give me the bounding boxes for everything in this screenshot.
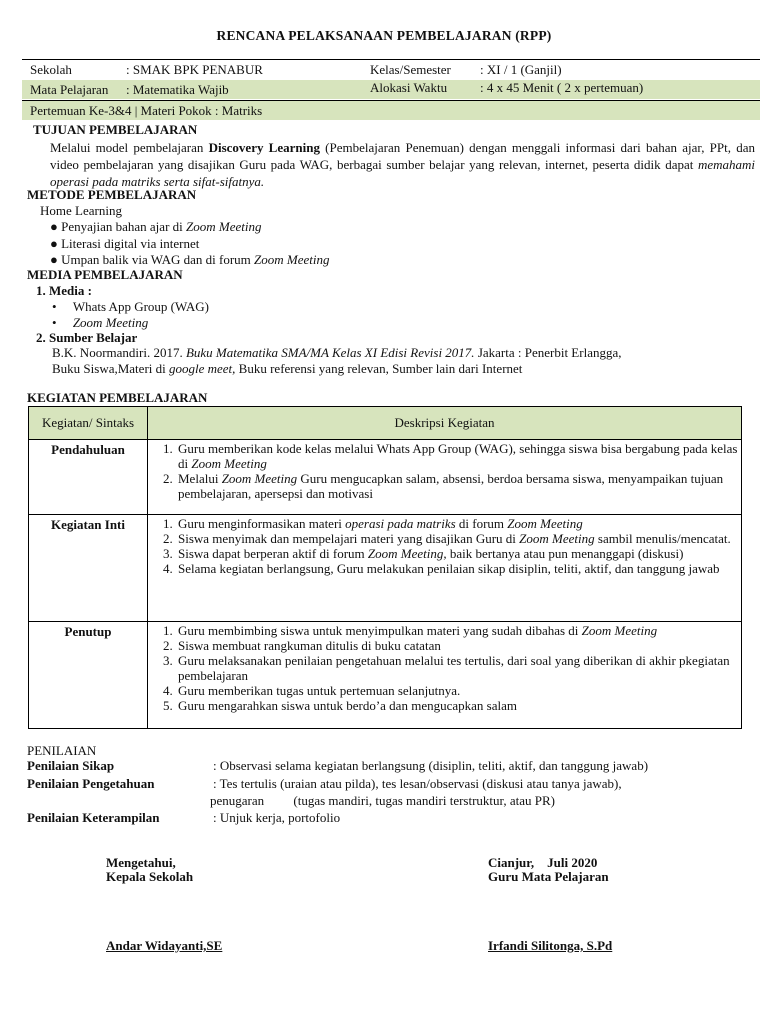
tujuan-heading: TUJUAN PEMBELAJARAN xyxy=(33,122,198,137)
header-row-school xyxy=(22,60,760,79)
pd1-text: Guru memberikan kode kelas melalui Whats App Group (WAG), sehingga siswa bisa bergabung pada kelas di xyxy=(178,441,738,471)
kegiatan-heading: KEGIATAN PEMBELAJARAN xyxy=(27,390,208,405)
media-item-wag-text: Whats App Group (WAG) xyxy=(72,299,209,314)
metode-heading: METODE PEMBELAJARAN xyxy=(27,187,197,202)
media-item-zoom-text: Zoom Meeting xyxy=(72,315,149,330)
list-item xyxy=(176,531,741,546)
penilaian-keterampilan-value: : Unjuk kerja, portofolio xyxy=(213,810,341,825)
sumber-2-italic: google meet, xyxy=(169,361,236,376)
metode-item-3-italic: Zoom Meeting xyxy=(254,252,330,267)
tujuan-italic: memahami operasi pada matriks serta sifat-sifatnya. xyxy=(50,157,755,189)
sumber-2-text-b: Buku referensi yang relevan, Sumber lain dari Internet xyxy=(235,361,523,376)
row-penutup-desc xyxy=(148,622,742,729)
table-row xyxy=(29,622,742,729)
ki2-italic: Zoom Meeting xyxy=(519,531,595,546)
ki2-text-a: Siswa menyimak dan mempelajari materi yang disajikan Guru di xyxy=(178,531,520,546)
ki1-text-b: di forum xyxy=(455,516,508,531)
ki3-text-a: Siswa dapat berperan aktif di forum xyxy=(178,546,368,561)
pt1-italic: Zoom Meeting xyxy=(581,623,658,638)
sumber-line-2 xyxy=(52,361,522,377)
alokasi-label: Alokasi Waktu xyxy=(370,80,448,95)
row-inti-label: Kegiatan Inti xyxy=(29,515,148,622)
metode-item-2-text: Literasi digital via internet xyxy=(61,236,200,251)
tujuan-text-2: (Pembelajaran Penemuan) dengan menggali informasi dari bahan ajar, PPt, dan video pembelajaran yang disajikan Guru pada WAG, berbagai sumber belajar yang relevan, internet, peserta didik dapat xyxy=(50,140,755,172)
bullet-icon: ● xyxy=(50,252,58,267)
sumber-1-text-b: Jakarta : Penerbit Erlangga, xyxy=(474,345,622,360)
table-row xyxy=(29,440,742,515)
sekolah-value: : SMAK BPK PENABUR xyxy=(126,62,263,77)
kegiatan-table xyxy=(28,406,742,729)
table-header-row xyxy=(29,407,742,440)
bullet-icon: ● xyxy=(50,219,58,234)
list-item xyxy=(176,623,741,638)
pt3-text: Guru melaksanakan penilaian pengetahuan melalui tes tertulis, dari soal yang diberikan di akhir pkegiatan pembelajaran xyxy=(178,653,730,683)
bullet-icon: ● xyxy=(50,236,58,251)
media-item-zoom xyxy=(52,315,148,331)
pd2-text-b: Guru mengucapkan salam, absensi, berdoa bersama siswa, menyampaikan tujuan pembelajaran, apersepsi dan motivasi xyxy=(178,471,724,501)
header-row-meeting xyxy=(22,101,760,120)
row-pendahuluan-label: Pendahuluan xyxy=(29,440,148,515)
metode-item-2 xyxy=(50,236,199,252)
pd2-text-a: Melalui xyxy=(178,471,222,486)
mapel-label: Mata Pelajaran xyxy=(30,82,109,97)
row-penutup-label: Penutup xyxy=(29,622,148,729)
penilaian-pengetahuan-label: Penilaian Pengetahuan xyxy=(27,776,155,791)
alokasi-value: : 4 x 45 Menit ( 2 x pertemuan) xyxy=(480,80,644,95)
metode-item-1-italic: Zoom Meeting xyxy=(186,219,262,234)
ki1-text-a: Guru menginformasikan materi xyxy=(178,516,346,531)
penilaian-sikap-value: : Observasi selama kegiatan berlangsung (disiplin, teliti, aktif, dan tanggung jawab) xyxy=(213,758,649,773)
metode-item-1 xyxy=(50,219,261,235)
sign-right-line-2: Guru Mata Pelajaran xyxy=(488,869,609,884)
header-row-subject xyxy=(22,80,760,99)
pd2-italic: Zoom Meeting xyxy=(221,471,298,486)
list-item xyxy=(176,698,741,713)
metode-sub: Home Learning xyxy=(40,203,122,218)
col-deskripsi-header: Deskripsi Kegiatan xyxy=(148,407,742,440)
list-item xyxy=(176,653,741,683)
pt2-text: Siswa membuat rangkuman ditulis di buku catatan xyxy=(178,638,441,653)
list-item xyxy=(176,561,741,576)
mapel-value: : Matematika Wajib xyxy=(126,82,229,97)
sign-right-name: Irfandi Silitonga, S.Pd xyxy=(488,938,613,953)
kelas-value: : XI / 1 (Ganjil) xyxy=(480,62,562,77)
sumber-line-1 xyxy=(52,345,621,361)
pt5-text: Guru mengarahkan siswa untuk berdo’a dan mengucapkan salam xyxy=(178,698,517,713)
metode-item-3-text: Umpan balik via WAG dan di forum xyxy=(61,252,255,267)
table-row xyxy=(29,515,742,622)
list-item xyxy=(176,638,741,653)
list-item xyxy=(176,546,741,561)
ki1-italic: operasi pada matriks xyxy=(345,516,456,531)
sign-right-line-1: Cianjur, Juli 2020 xyxy=(488,855,598,870)
penilaian-pengetahuan-value-1: : Tes tertulis (uraian atau pilda), tes lesan/observasi (diskusi atau tanya jawab), xyxy=(213,776,622,791)
tujuan-paragraph xyxy=(50,139,755,190)
document-title: RENCANA PELAKSANAAN PEMBELAJARAN (RPP) xyxy=(216,28,552,43)
penilaian-heading: PENILAIAN xyxy=(27,743,97,758)
penilaian-sikap-label: Penilaian Sikap xyxy=(27,758,115,773)
pt4-text: Guru memberikan tugas untuk pertemuan selanjutnya. xyxy=(178,683,461,698)
media-heading: MEDIA PEMBELAJARAN xyxy=(27,267,183,282)
ki3-text-b: baik bertanya atau pun menanggapi (diskusi) xyxy=(446,546,684,561)
pt1-text: Guru membimbing siswa untuk menyimpulkan materi yang sudah dibahas di xyxy=(178,623,582,638)
sign-left-line-2: Kepala Sekolah xyxy=(106,869,194,884)
media-sub-2: 2. Sumber Belajar xyxy=(36,330,138,345)
metode-item-3 xyxy=(50,252,330,268)
ki4-text: Selama kegiatan berlangsung, Guru melakukan penilaian sikap disiplin, teliti, aktif, dan tanggung jawab xyxy=(178,561,720,576)
sumber-1-italic: Buku Matematika SMA/MA Kelas XI Edisi Revisi 2017. xyxy=(185,345,475,360)
row-inti-desc xyxy=(148,515,742,622)
list-item xyxy=(176,471,741,501)
ki2-text-b: sambil menulis/mencatat. xyxy=(594,531,731,546)
sumber-1-text: B.K. Noormandiri. 2017. xyxy=(52,345,186,360)
sekolah-label: Sekolah xyxy=(30,62,72,77)
list-item xyxy=(176,683,741,698)
row-pendahuluan-desc xyxy=(148,440,742,515)
metode-item-1-text: Penyajian bahan ajar di xyxy=(61,219,187,234)
list-item xyxy=(176,441,741,471)
list-item xyxy=(176,516,741,531)
bullet-icon: • xyxy=(52,315,57,330)
sumber-2-text: Buku Siswa,Materi di xyxy=(52,361,169,376)
pertemuan-text: Pertemuan Ke-3&4 | Materi Pokok : Matriks xyxy=(30,103,263,118)
penilaian-pengetahuan-value-2: penugaran (tugas mandiri, tugas mandiri terstruktur, atau PR) xyxy=(210,793,555,808)
col-kegiatan-header: Kegiatan/ Sintaks xyxy=(29,407,148,440)
tujuan-bold: Discovery Learning xyxy=(208,140,320,155)
media-sub-1: 1. Media : xyxy=(36,283,92,298)
kelas-label: Kelas/Semester xyxy=(370,62,451,77)
penilaian-keterampilan-label: Penilaian Keterampilan xyxy=(27,810,160,825)
pd1-italic: Zoom Meeting xyxy=(191,456,267,471)
ki3-italic: Zoom Meeting, xyxy=(367,546,447,561)
bullet-icon: • xyxy=(52,299,57,314)
ki1-italic-2: Zoom Meeting xyxy=(507,516,583,531)
sign-left-line-1: Mengetahui, xyxy=(106,855,176,870)
media-item-wag xyxy=(52,299,209,315)
tujuan-text-1: Melalui model pembelajaran xyxy=(50,140,209,155)
sign-left-name: Andar Widayanti,SE xyxy=(106,938,223,953)
